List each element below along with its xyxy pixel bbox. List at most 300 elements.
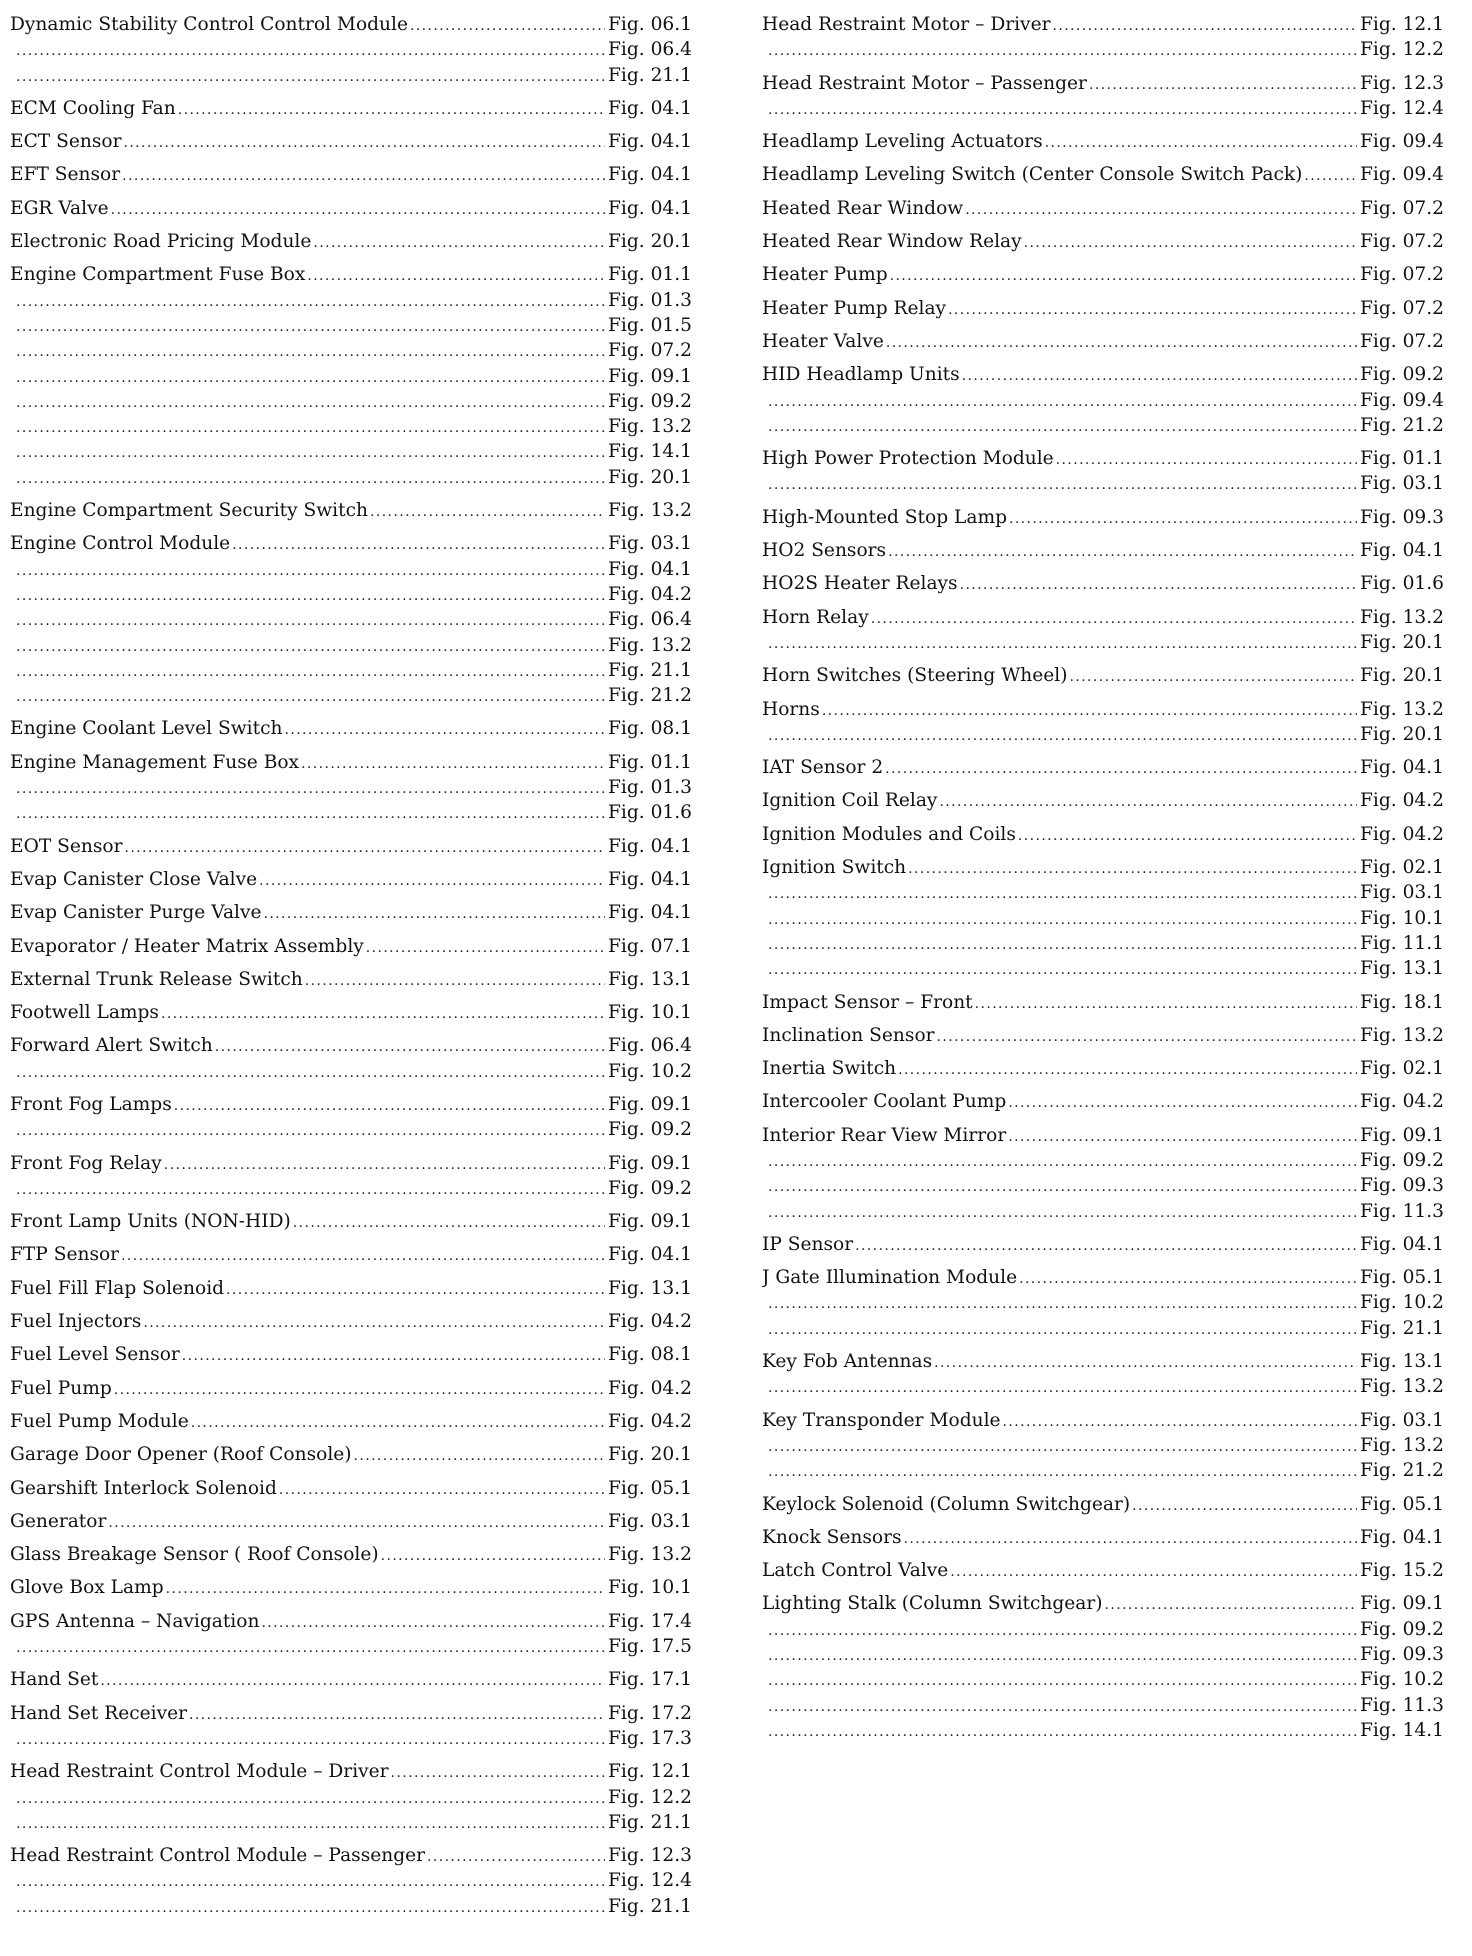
index-entry-interior-rear-view-mirror: [762, 1123, 1444, 1224]
figure-reference: Fig. 13.2: [1360, 1024, 1444, 1046]
index-row-continuation: [10, 1868, 692, 1893]
dot-leader: [215, 1035, 605, 1058]
dot-leader: [427, 1845, 605, 1868]
dot-leader: [762, 1175, 1357, 1198]
index-row-continuation: [762, 956, 1444, 981]
entry-name: Evap Canister Purge Valve: [10, 902, 262, 924]
dot-leader: [114, 1378, 605, 1401]
dot-leader: [762, 415, 1357, 438]
index-row-continuation: [10, 389, 692, 414]
entry-name: Key Transponder Module: [762, 1409, 1001, 1431]
dot-leader: [762, 933, 1357, 956]
index-row-continuation: [10, 1726, 692, 1751]
index-row-continuation: [762, 1374, 1444, 1399]
index-entry-ignition-switch: [762, 855, 1444, 981]
figure-reference: Fig. 06.4: [608, 609, 692, 631]
figure-reference: Fig. 20.1: [1360, 723, 1444, 745]
figure-reference: Fig. 13.2: [608, 1544, 692, 1566]
figure-reference: Fig. 09.1: [608, 1152, 692, 1174]
entry-name: Engine Compartment Fuse Box: [10, 264, 306, 286]
dot-leader: [10, 609, 605, 632]
index-entry-key-transponder-module: [762, 1408, 1444, 1484]
figure-reference: Fig. 09.1: [608, 365, 692, 387]
index-row-continuation: [10, 313, 692, 338]
dot-leader: [191, 1411, 605, 1434]
dot-leader: [965, 198, 1357, 221]
dot-leader: [123, 131, 605, 154]
index-row-continuation: [762, 1290, 1444, 1315]
dot-leader: [762, 882, 1357, 905]
figure-reference: Fig. 21.2: [1360, 414, 1444, 436]
index-row: [10, 1759, 692, 1784]
figure-reference: Fig. 03.1: [1360, 882, 1444, 904]
entry-name: Generator: [10, 1510, 107, 1532]
figure-reference: Fig. 13.1: [1360, 1351, 1444, 1373]
entry-name: HO2S Heater Relays: [762, 573, 958, 595]
entry-name: Ignition Switch: [762, 857, 907, 879]
figure-reference: Fig. 11.3: [1360, 1694, 1444, 1716]
figure-reference: Fig. 13.1: [608, 968, 692, 990]
figure-reference: Fig. 10.2: [1360, 1669, 1444, 1691]
figure-reference: Fig. 13.2: [1360, 1434, 1444, 1456]
entry-name: Interior Rear View Mirror: [762, 1124, 1007, 1146]
index-entry-ignition-modules-and-coils: [762, 822, 1444, 847]
figure-reference: Fig. 10.1: [608, 1577, 692, 1599]
entry-name: Heated Rear Window: [762, 197, 964, 219]
dot-leader: [762, 1292, 1357, 1315]
dot-leader: [10, 1636, 605, 1659]
index-row: [762, 1525, 1444, 1550]
figure-reference: Fig. 09.2: [608, 1119, 692, 1141]
dot-leader: [10, 467, 605, 490]
figure-reference: Fig. 06.4: [608, 39, 692, 61]
entry-name: Fuel Pump Module: [10, 1410, 189, 1432]
index-row: [762, 755, 1444, 780]
entry-name: Intercooler Coolant Pump: [762, 1091, 1007, 1113]
dot-leader: [10, 1787, 605, 1810]
index-entry-egr-valve: [10, 196, 692, 221]
entry-name: External Trunk Release Switch: [10, 968, 303, 990]
figure-reference: Fig. 13.2: [1360, 1376, 1444, 1398]
index-row-continuation: [762, 388, 1444, 413]
index-entry-ecm-cooling-fan: [10, 96, 692, 121]
dot-leader: [762, 724, 1357, 747]
dot-leader: [10, 39, 605, 62]
figure-reference: Fig. 14.1: [608, 441, 692, 463]
entry-name: Ignition Modules and Coils: [762, 823, 1016, 845]
index-row: [10, 750, 692, 775]
figure-reference: Fig. 11.1: [1360, 932, 1444, 954]
index-row: [762, 855, 1444, 880]
dot-leader: [122, 164, 605, 187]
dot-leader: [10, 777, 605, 800]
dot-leader: [10, 65, 605, 88]
index-entry-inertia-switch: [762, 1056, 1444, 1081]
figure-reference: Fig. 09.1: [608, 1211, 692, 1233]
entry-name: IP Sensor: [762, 1233, 854, 1255]
index-entry-hand-set: [10, 1667, 692, 1692]
figure-reference: Fig. 04.1: [1360, 757, 1444, 779]
dot-leader: [307, 264, 605, 287]
dot-leader: [370, 500, 605, 523]
figure-reference: Fig. 12.2: [1360, 39, 1444, 61]
entry-name: Glass Breakage Sensor ( Roof Console): [10, 1544, 379, 1566]
dot-leader: [381, 1544, 605, 1567]
dot-leader: [164, 1153, 605, 1176]
dot-leader: [885, 757, 1357, 780]
index-entry-headlamp-leveling-switch-center-console-switch-pack: [762, 162, 1444, 187]
figure-reference: Fig. 04.2: [608, 583, 692, 605]
figure-reference: Fig. 07.1: [608, 935, 692, 957]
index-row-continuation: [762, 1667, 1444, 1692]
figure-reference: Fig. 04.1: [608, 164, 692, 186]
index-row: [762, 663, 1444, 688]
index-row: [762, 990, 1444, 1015]
index-column-right: [762, 12, 1444, 1751]
figure-reference: Fig. 09.3: [1360, 1175, 1444, 1197]
index-row: [762, 1232, 1444, 1257]
dot-leader: [762, 1318, 1357, 1341]
index-entry-front-lamp-units-non-hid: [10, 1209, 692, 1234]
index-entry-fuel-pump-module: [10, 1409, 692, 1434]
index-row: [10, 162, 692, 187]
dot-leader: [232, 533, 605, 556]
figure-reference: Fig. 20.1: [1360, 665, 1444, 687]
dot-leader: [161, 1002, 605, 1025]
index-row-continuation: [10, 1634, 692, 1659]
dot-leader: [226, 1278, 605, 1301]
dot-leader: [822, 699, 1357, 722]
figure-reference: Fig. 10.2: [1360, 1292, 1444, 1314]
index-row: [762, 538, 1444, 563]
index-row: [762, 605, 1444, 630]
figure-reference: Fig. 09.2: [1360, 364, 1444, 386]
dot-leader: [855, 1234, 1357, 1257]
dot-leader: [143, 1311, 605, 1334]
index-row-continuation: [762, 471, 1444, 496]
index-entry-gearshift-interlock-solenoid: [10, 1476, 692, 1501]
dot-leader: [871, 607, 1357, 630]
index-row-continuation: [10, 465, 692, 490]
index-entry-knock-sensors: [762, 1525, 1444, 1550]
index-row-continuation: [10, 364, 692, 389]
figure-reference: Fig. 09.3: [1360, 1644, 1444, 1666]
index-row-continuation: [762, 1458, 1444, 1483]
figure-reference: Fig. 07.2: [1360, 297, 1444, 319]
dot-leader: [762, 632, 1357, 655]
index-row: [10, 531, 692, 556]
dot-leader: [263, 902, 605, 925]
index-entry-glass-breakage-sensor-roof-console: [10, 1542, 692, 1567]
dot-leader: [1056, 448, 1357, 471]
index-row: [10, 1701, 692, 1726]
figure-reference: Fig. 08.1: [608, 1344, 692, 1366]
index-row: [762, 1023, 1444, 1048]
index-row-continuation: [10, 1785, 692, 1810]
index-row: [762, 1056, 1444, 1081]
index-entry-generator: [10, 1509, 692, 1534]
index-row: [762, 329, 1444, 354]
index-row-continuation: [10, 288, 692, 313]
dot-leader: [762, 473, 1357, 496]
dot-leader: [1018, 824, 1357, 847]
dot-leader: [1132, 1494, 1357, 1517]
index-row: [10, 1309, 692, 1334]
figure-reference: Fig. 03.1: [1360, 473, 1444, 495]
index-row: [10, 1000, 692, 1025]
dot-leader: [1008, 1091, 1357, 1114]
index-row-continuation: [10, 338, 692, 363]
dot-leader: [182, 1344, 605, 1367]
index-row-continuation: [762, 96, 1444, 121]
index-entry-hid-headlamp-units: [762, 362, 1444, 438]
dot-leader: [948, 298, 1357, 321]
index-entry-horn-relay: [762, 605, 1444, 656]
figure-reference: Fig. 13.2: [608, 416, 692, 438]
figure-reference: Fig. 05.1: [608, 1477, 692, 1499]
entry-name: Forward Alert Switch: [10, 1035, 213, 1057]
figure-reference: Fig. 04.1: [608, 1244, 692, 1266]
index-row-continuation: [762, 1199, 1444, 1224]
entry-name: Keylock Solenoid (Column Switchgear): [762, 1493, 1131, 1515]
index-row: [762, 505, 1444, 530]
index-row: [762, 822, 1444, 847]
index-row: [762, 12, 1444, 37]
figure-reference: Fig. 18.1: [1360, 991, 1444, 1013]
figure-reference: Fig. 04.2: [608, 1410, 692, 1432]
dot-leader: [10, 1178, 605, 1201]
index-row-continuation: [762, 931, 1444, 956]
dot-leader: [762, 1644, 1357, 1667]
index-entry-heated-rear-window: [762, 196, 1444, 221]
index-row-continuation: [10, 439, 692, 464]
entry-name: Head Restraint Motor – Driver: [762, 14, 1051, 35]
index-row: [10, 1151, 692, 1176]
index-row-continuation: [10, 1810, 692, 1835]
index-entry-ho2s-heater-relays: [762, 571, 1444, 596]
entry-name: Evaporator / Heater Matrix Assembly: [10, 935, 364, 957]
figure-reference: Fig. 01.3: [608, 289, 692, 311]
figure-reference: Fig. 21.1: [1360, 1317, 1444, 1339]
dot-leader: [762, 1460, 1357, 1483]
index-row: [10, 1376, 692, 1401]
index-row: [10, 1509, 692, 1534]
index-entry-footwell-lamps: [10, 1000, 692, 1025]
figure-reference: Fig. 03.1: [1360, 1409, 1444, 1431]
index-row: [10, 900, 692, 925]
entry-name: FTP Sensor: [10, 1244, 120, 1266]
entry-name: Head Restraint Motor – Passenger: [762, 72, 1087, 94]
index-entry-hand-set-receiver: [10, 1701, 692, 1752]
figure-reference: Fig. 10.2: [608, 1060, 692, 1082]
index-row-continuation: [762, 413, 1444, 438]
figure-reference: Fig. 04.1: [608, 835, 692, 857]
figure-reference: Fig. 02.1: [1360, 1058, 1444, 1080]
dot-leader: [111, 198, 605, 221]
index-entry-heated-rear-window-relay: [762, 229, 1444, 254]
index-row: [10, 1092, 692, 1117]
index-row: [10, 1342, 692, 1367]
index-row-continuation: [762, 1433, 1444, 1458]
dot-leader: [950, 1560, 1357, 1583]
index-row-continuation: [762, 1617, 1444, 1642]
figure-reference: Fig. 09.2: [1360, 1149, 1444, 1171]
index-row-continuation: [10, 607, 692, 632]
index-entry-heater-pump: [762, 262, 1444, 287]
entry-name: Heater Pump: [762, 264, 888, 286]
dot-leader: [166, 1577, 605, 1600]
entry-name: High Power Protection Module: [762, 448, 1054, 470]
index-row: [762, 1349, 1444, 1374]
index-column-left: [10, 12, 692, 1927]
dot-leader: [293, 1211, 605, 1234]
entry-name: Lighting Stalk (Column Switchgear): [762, 1593, 1103, 1615]
index-entry-j-gate-illumination-module: [762, 1265, 1444, 1341]
figure-reference: Fig. 01.6: [608, 802, 692, 824]
index-entry-keylock-solenoid-column-switchgear: [762, 1492, 1444, 1517]
index-row: [10, 967, 692, 992]
index-entry-head-restraint-motor-passenger: [762, 71, 1444, 122]
index-row: [10, 129, 692, 154]
figure-reference: Fig. 04.1: [608, 558, 692, 580]
dot-leader: [305, 969, 605, 992]
figure-reference: Fig. 13.2: [608, 500, 692, 522]
figure-reference: Fig. 09.1: [608, 1093, 692, 1115]
index-entry-heater-valve: [762, 329, 1444, 354]
index-entry-external-trunk-release-switch: [10, 967, 692, 992]
index-entry-fuel-pump: [10, 1376, 692, 1401]
index-entry-eft-sensor: [10, 162, 692, 187]
entry-name: Dynamic Stability Control Control Module: [10, 14, 408, 35]
dot-leader: [762, 98, 1357, 121]
figure-reference: Fig. 17.5: [608, 1636, 692, 1658]
entry-name: EFT Sensor: [10, 164, 121, 186]
entry-name: Latch Control Valve: [762, 1560, 949, 1582]
dot-leader: [10, 315, 605, 338]
dot-leader: [10, 660, 605, 683]
figure-reference: Fig. 13.2: [1360, 698, 1444, 720]
figure-reference: Fig. 13.1: [608, 1277, 692, 1299]
dot-leader: [10, 802, 605, 825]
index-entry-forward-alert-switch: [10, 1033, 692, 1084]
index-row: [10, 1843, 692, 1868]
figure-reference: Fig. 12.1: [608, 1761, 692, 1783]
dot-leader: [762, 1619, 1357, 1642]
dot-leader: [960, 573, 1357, 596]
index-entry-evap-canister-purge-valve: [10, 900, 692, 925]
index-entry-engine-coolant-level-switch: [10, 716, 692, 741]
index-row: [762, 1492, 1444, 1517]
entry-name: ECT Sensor: [10, 131, 122, 153]
figure-reference: Fig. 09.1: [1360, 1124, 1444, 1146]
dot-leader: [904, 1527, 1357, 1550]
index-row: [762, 1089, 1444, 1114]
entry-name: Garage Door Opener (Roof Console): [10, 1444, 352, 1466]
figure-reference: Fig. 01.3: [608, 777, 692, 799]
dot-leader: [762, 1201, 1357, 1224]
index-row-continuation: [762, 37, 1444, 62]
dot-leader: [178, 98, 605, 121]
dot-leader: [10, 584, 605, 607]
index-row: [10, 1442, 692, 1467]
figure-reference: Fig. 04.1: [1360, 540, 1444, 562]
index-entry-evaporator-heater-matrix-assembly: [10, 934, 692, 959]
dot-leader: [354, 1444, 605, 1467]
figure-reference: Fig. 12.1: [1360, 14, 1444, 35]
index-row-continuation: [762, 630, 1444, 655]
figure-reference: Fig. 02.1: [1360, 857, 1444, 879]
index-entry-key-fob-antennas: [762, 1349, 1444, 1400]
index-entry-glove-box-lamp: [10, 1575, 692, 1600]
index-entry-engine-compartment-fuse-box: [10, 262, 692, 490]
entry-name: Engine Control Module: [10, 533, 231, 555]
entry-name: Headlamp Leveling Switch (Center Console Switch Pack): [762, 164, 1303, 186]
dot-leader: [762, 958, 1357, 981]
figure-reference: Fig. 04.1: [608, 902, 692, 924]
dot-leader: [301, 752, 605, 775]
entry-name: Ignition Coil Relay: [762, 790, 938, 812]
index-row: [762, 1558, 1444, 1583]
dot-leader: [762, 1720, 1357, 1743]
figure-reference: Fig. 12.2: [608, 1786, 692, 1808]
figure-reference: Fig. 13.2: [608, 634, 692, 656]
index-row-continuation: [10, 633, 692, 658]
figure-reference: Fig. 07.2: [1360, 330, 1444, 352]
dot-leader: [1003, 1410, 1357, 1433]
index-entry-high-power-protection-module: [762, 446, 1444, 497]
index-row-continuation: [762, 1173, 1444, 1198]
index-row-continuation: [762, 1316, 1444, 1341]
index-entry-ho2-sensors: [762, 538, 1444, 563]
entry-name: Knock Sensors: [762, 1526, 902, 1548]
entry-name: Fuel Pump: [10, 1377, 112, 1399]
entry-name: Head Restraint Control Module – Passenger: [10, 1845, 426, 1867]
entry-name: Fuel Level Sensor: [10, 1344, 180, 1366]
index-row-continuation: [762, 1718, 1444, 1743]
dot-leader: [259, 869, 605, 892]
index-row: [762, 196, 1444, 221]
figure-reference: Fig. 09.2: [608, 1177, 692, 1199]
figure-reference: Fig. 01.6: [1360, 573, 1444, 595]
dot-leader: [1070, 665, 1358, 688]
dot-leader: [762, 39, 1357, 62]
index-entry-head-restraint-control-module-driver: [10, 1759, 692, 1835]
index-entry-eot-sensor: [10, 834, 692, 859]
dot-leader: [366, 936, 605, 959]
index-entry-ignition-coil-relay: [762, 788, 1444, 813]
entry-name: Hand Set: [10, 1669, 99, 1691]
entry-name: Fuel Fill Flap Solenoid: [10, 1277, 225, 1299]
index-row: [10, 716, 692, 741]
entry-name: Horns: [762, 698, 820, 720]
figure-reference: Fig. 10.1: [608, 1002, 692, 1024]
index-entry-head-restraint-control-module-passenger: [10, 1843, 692, 1919]
index-row: [10, 498, 692, 523]
figure-reference: Fig. 04.2: [1360, 790, 1444, 812]
entry-name: High-Mounted Stop Lamp: [762, 506, 1007, 528]
entry-name: EOT Sensor: [10, 835, 123, 857]
dot-leader: [10, 559, 605, 582]
figure-reference: Fig. 20.1: [608, 1444, 692, 1466]
dot-leader: [762, 1376, 1357, 1399]
dot-leader: [762, 1669, 1357, 1692]
index-entry-head-restraint-motor-driver: [762, 12, 1444, 63]
dot-leader: [886, 331, 1357, 354]
figure-reference: Fig. 21.2: [1360, 1460, 1444, 1482]
dot-leader: [313, 231, 605, 254]
dot-leader: [10, 1812, 605, 1835]
entry-name: Electronic Road Pricing Module: [10, 231, 312, 253]
